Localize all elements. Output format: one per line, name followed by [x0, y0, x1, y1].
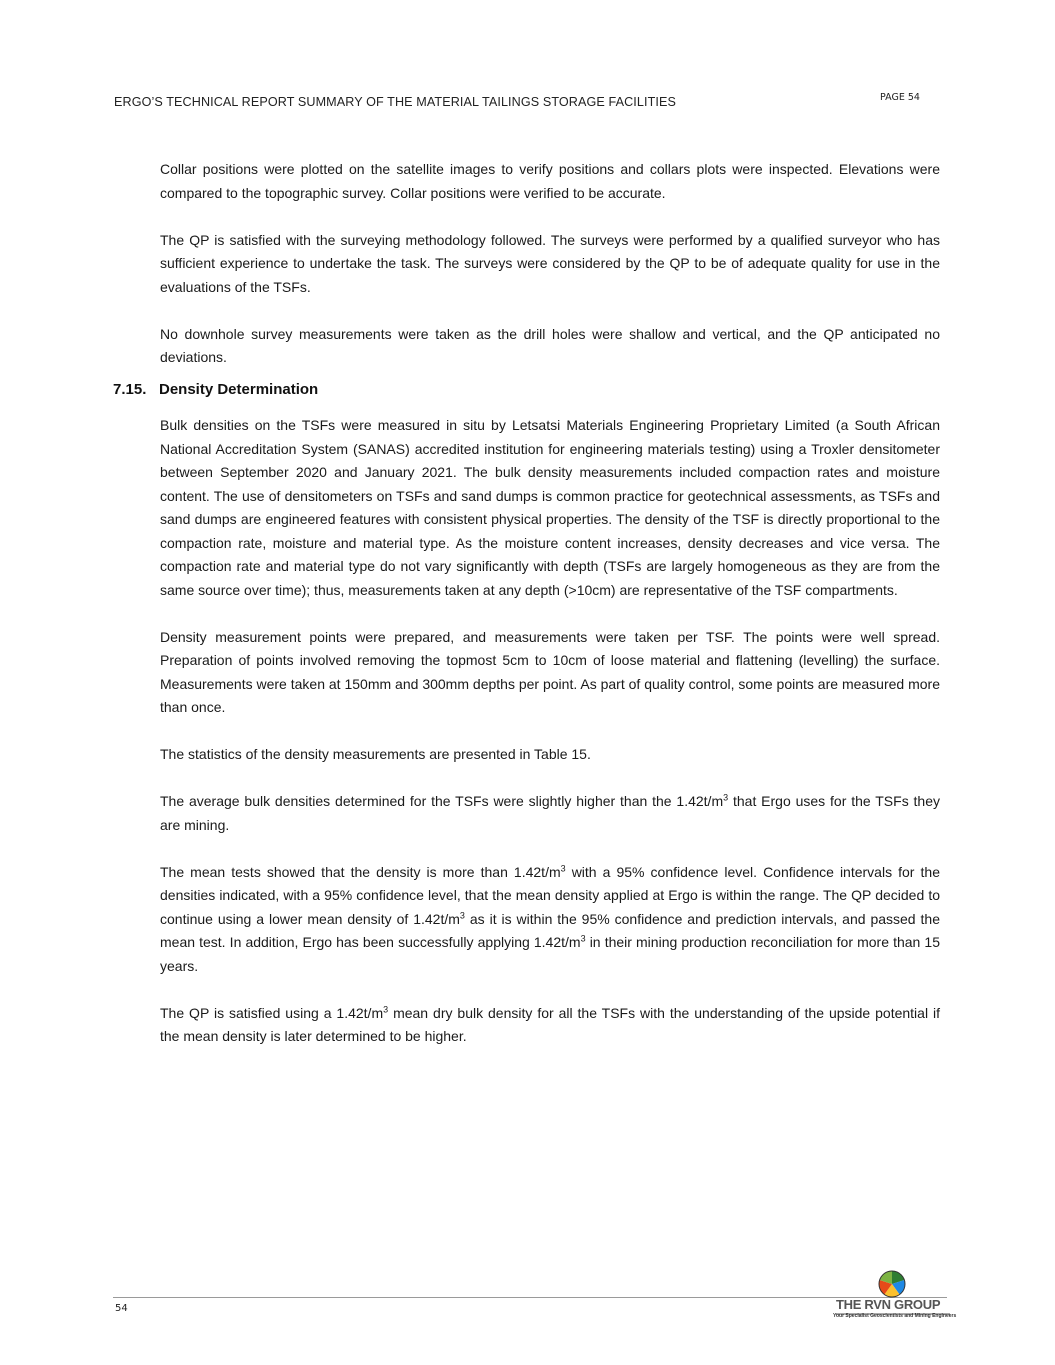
paragraph-qp-satisfied: The QP is satisfied using a $1.42t/m^3$ mean dry bulk density for all the TSFs with the understanding of the upside potential if the mean density is later determined to be higher.: [160, 1003, 940, 1044]
section-heading: [113, 381, 318, 398]
paragraph-surveying-methodology: The QP is satisfied with the surveying methodology followed. The surveys were performed by a qualified surveyor who has sufficient experience to undertake the task. The surveys were considered by the QP to be of adequate quality for use in the evaluations of the TSFs.: [160, 231, 940, 295]
paragraph-collar-positions: Collar positions were plotted on the satellite images to verify positions and collars plots were inspected. Elevations were compared to the topographic survey. Collar positions were verified to be accurate.: [160, 161, 940, 201]
paragraph-average-bulk-densities: The average bulk densities determined for the TSFs were slightly higher than the $1.42t/m^3$ that Ergo uses for the TSFs they are mining.: [160, 792, 940, 833]
paragraph-downhole-survey: No downhole survey measurements were taken as the drill holes were shallow and vertical, and the QP anticipated no deviations.: [160, 325, 940, 365]
paragraph-measurement-points: Density measurement points were prepared, and measurements were taken per TSF. The points were well spread. Preparation of points involved removing the topmost 5cm to 10cm of loose material and flattening (levelling) the surface. Measurements were taken at 150mm and 300mm depths per point. As part of quality control, some points are measured more than once.: [160, 628, 940, 715]
logo-tagline: Your Specialist Geoscientists and Mining Engineers: [833, 1313, 957, 1319]
paragraph-statistics-reference: The statistics of the density measurements are presented in Table 15.: [160, 746, 591, 762]
section-body: [160, 414, 940, 1072]
report-header-title: ERGO’S TECHNICAL REPORT SUMMARY OF THE MATERIAL TAILINGS STORAGE FACILITIES: [114, 95, 676, 109]
footer-divider: [113, 1297, 947, 1298]
intro-text: [160, 158, 940, 393]
paragraph-bulk-densities: Bulk densities on the TSFs were measured in situ by Letsatsi Materials Engineering Proprietary Limited (a South African National Accreditation System (SANAS) accredited institution for engineering materials testing) using a Troxler densitometer between September 2020 and January 2021. The bulk density measurements included compaction rates and moisture content. The use of densitometers on TSFs and sand dumps is common practice for geotechnical assessments, as TSFs and sand dumps are engineered features with consistent physical properties. The density of the TSF is directly proportional to the compaction rate, moisture and material type. As the moisture content increases, density decreases and vice versa. The compaction rate and material type do not vary significantly with depth (TSFs are largely homogeneous as they are from the same source over time); thus, measurements taken at any depth (>10cm) are representative of the TSF compartments.: [160, 417, 940, 598]
logo-wordmark: THE RVN GROUP: [836, 1297, 941, 1312]
section-number: 7.15.: [113, 381, 147, 398]
footer-page-number: 54: [115, 1303, 128, 1314]
paragraph-mean-tests: The mean tests showed that the density is more than $1.42t/m^3$ with a 95% confidence level. Confidence intervals for the densities indicated, with a 95% confidence level, that the mean density applied at Ergo is within the range. The QP decided to continue using a lower mean density of $1.42t/m^3$ as it is within the 95% confidence and prediction intervals, and passed the mean test. In addition, Ergo has been successfully applying $1.42t/m^3$ in their mining production reconciliation for more than 15 years.: [160, 862, 940, 974]
section-title: Density Determination: [159, 381, 319, 398]
header-page-label: PAGE 54: [880, 92, 920, 103]
